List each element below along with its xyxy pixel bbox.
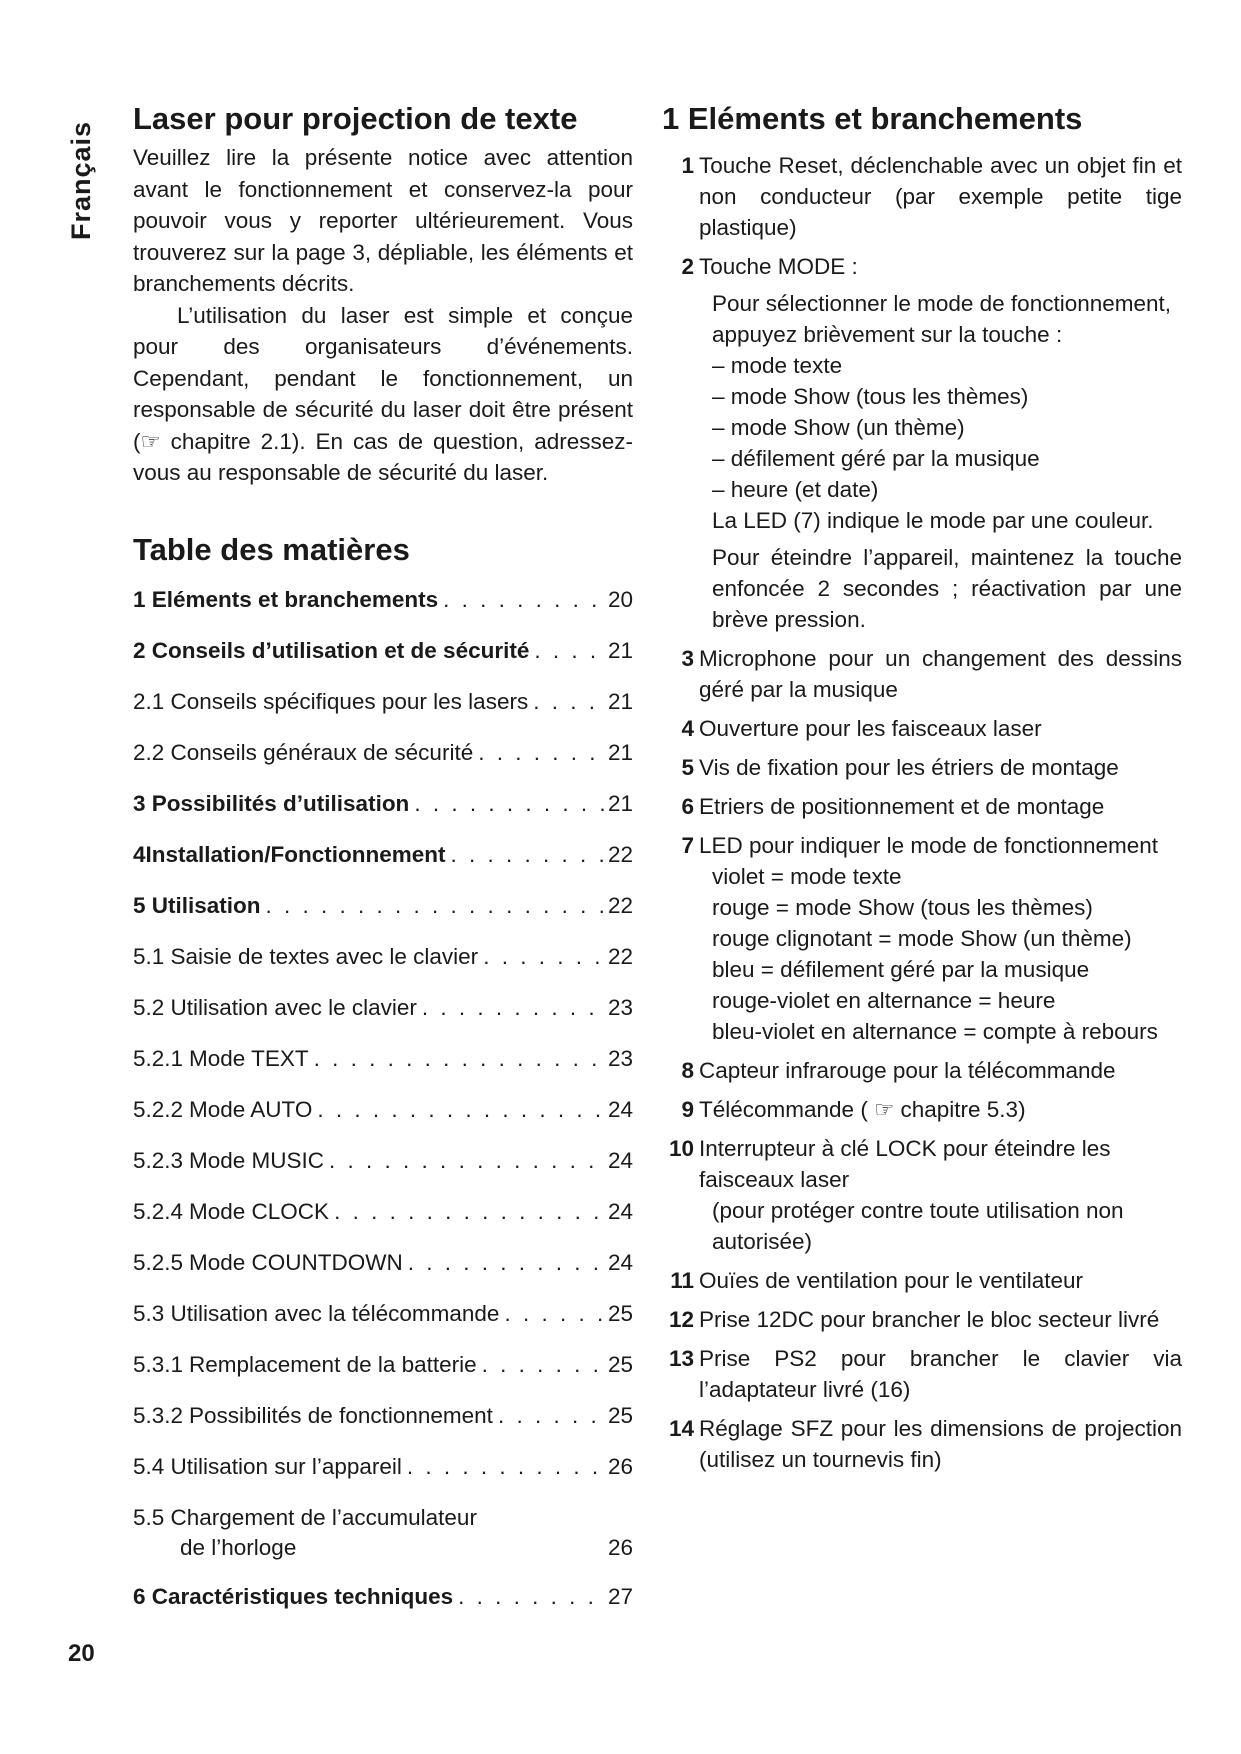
toc-entry-title: 4Installation/Fonctionnement [133,841,446,867]
toc-entry-title: Mode CLOCK [189,1198,330,1224]
mode-entry: – défilement géré par la musique [712,446,1040,471]
toc-entry[interactable] [133,1350,633,1401]
led-color-entry: rouge clignotant = mode Show (un thème) [712,926,1132,951]
toc-entry-number: 5.2.4 [133,1198,184,1224]
element-number: 10 [668,1136,694,1161]
led-color-entry: rouge = mode Show (tous les thèmes) [712,895,1093,920]
element-number: 14 [668,1416,694,1441]
mode-entry: – mode texte [712,353,843,378]
element-text: Vis de fixation pour les étriers de montage [699,755,1119,780]
element-text: Etriers de positionnement et de montage [699,794,1105,819]
toc-entry-page: 25 [607,1300,633,1326]
toc-entry[interactable] [133,840,633,891]
mode-entry: – mode Show (un thème) [712,415,965,440]
led-color-entry: rouge-violet en alternance = heure [712,988,1056,1013]
toc-entry[interactable] [133,1582,633,1633]
element-text: Pour éteindre l’appareil, maintenez la touche enfoncée 2 secondes ; réactivation par une brève pression. [712,545,1182,632]
toc-entry[interactable] [133,1248,633,1299]
toc-entry[interactable] [133,738,633,789]
toc-entry[interactable] [133,1146,633,1197]
element-number: 1 [681,153,694,178]
toc-leader [417,993,608,1023]
toc-leader [493,1401,608,1431]
element-number: 2 [681,254,694,279]
elements-list [662,150,1182,1475]
element-item [662,713,1182,744]
toc-entry[interactable] [133,1299,633,1350]
element-text: Microphone pour un changement des dessins géré par la musique [699,646,1182,702]
element-item [662,251,1182,635]
toc-leader [453,1582,608,1612]
intro-paragraph-2: L’utilisation du laser est simple et conçue pour des organisateurs d’événements. Cependant, pendant le fonctionnement, un responsable de sécurité du laser doit être présent (☞ chapitre 2.1). En cas de question, adressez-vous au responsable de sécurité du laser. [133,302,633,485]
toc-entry-page: 24 [607,1249,633,1275]
element-text: Touche Reset, déclenchable avec un objet fin et non conducteur (par exemple petite tige plastique) [699,153,1182,240]
element-number: 13 [668,1346,694,1371]
toc-entry-page: 20 [607,586,633,612]
toc-entry-title: Possibilités de fonctionnement [189,1402,493,1428]
toc-entry-title: Mode MUSIC [189,1147,325,1173]
toc-entry-number: 5.3.2 [133,1402,184,1428]
toc-leader [312,1095,608,1125]
toc-entry[interactable] [133,1452,633,1503]
toc-entry-page: 23 [607,994,633,1020]
language-tab: Français [66,120,96,240]
element-text: Prise 12DC pour brancher le bloc secteur livré [699,1307,1160,1332]
element-number: 3 [681,646,694,671]
toc-entry[interactable] [133,1095,633,1146]
element-item [662,643,1182,705]
element-number: 6 [681,794,694,819]
toc-entry-page: 26 [607,1534,633,1560]
element-item [662,830,1182,1047]
toc-entry[interactable] [133,1197,633,1248]
toc-entry-page: 26 [607,1453,633,1479]
toc-entry-title: Mode AUTO [189,1096,313,1122]
toc-entry-page: 22 [607,943,633,969]
toc-leader [473,738,608,768]
toc-entry[interactable] [133,942,633,993]
toc-entry[interactable] [133,585,633,636]
intro-title: Laser pour projection de texte [133,101,578,136]
element-text: Ouverture pour les faisceaux laser [699,716,1042,741]
toc-entry-number: 5.2.2 [133,1096,184,1122]
element-item [662,1265,1182,1296]
led-color-entry: bleu-violet en alternance = compte à rebours [712,1019,1158,1044]
toc-entry-title: 5 Utilisation [133,892,261,918]
toc-entry[interactable] [133,636,633,687]
element-text: Prise PS2 pour brancher le clavier via l’adaptateur livré (16) [699,1346,1182,1402]
toc-entry-number: 5.3.1 [133,1351,184,1377]
element-item [662,1343,1182,1405]
led-color-entry: bleu = défilement géré par la musique [712,957,1090,982]
toc-entry-number: 5.2.1 [133,1045,184,1071]
toc-leader [403,1248,608,1278]
element-number: 11 [670,1268,694,1293]
toc-entry-page: 21 [607,637,633,663]
toc-entry-title: 1 Eléments et branchements [133,586,439,612]
toc-entry-title: Mode TEXT [189,1045,309,1071]
toc-leader [438,585,608,615]
element-item [662,1055,1182,1086]
toc-entry-title: 5.2 Utilisation avec le clavier [133,994,417,1020]
toc-entry-number: 5.2.3 [133,1147,184,1173]
element-number: 7 [681,833,694,858]
toc-entry-title: 2.2 Conseils généraux de sécurité [133,739,474,765]
toc-entry-page: 21 [607,688,633,714]
element-text: Réglage SFZ pour les dimensions de projection (utilisez un tournevis fin) [699,1416,1182,1472]
intro-paragraph-1: Veuillez lire la présente notice avec attention avant le fonctionnement et conservez-la pour pouvoir vous y reporter ultérieurement. Vous trouverez sur la page 3, dépliable, les éléments et branchements décrits. [133,145,633,296]
element-number: 12 [668,1307,694,1332]
toc-entry[interactable] [133,891,633,942]
element-number: 5 [681,755,694,780]
toc-entry-title-cont: de l’horloge [180,1534,297,1560]
elements-title: 1 Eléments et branchements [662,101,1083,136]
toc-entry-page: 21 [607,739,633,765]
toc-entry-number: 5.2.5 [133,1249,184,1275]
toc-entry-page: 25 [607,1351,633,1377]
element-item [662,150,1182,243]
toc-entry-page: 24 [607,1147,633,1173]
element-note: (pour protéger contre toute utilisation non autorisée) [712,1198,1124,1254]
toc-entry-page: 22 [607,892,633,918]
toc-leader [446,840,608,870]
left-column [133,96,633,1633]
toc-entry-title: 5.1 Saisie de textes avec le clavier [133,943,479,969]
element-number: 8 [681,1058,694,1083]
element-text: LED pour indiquer le mode de fonctionnement [699,833,1159,858]
element-text: Capteur infrarouge pour la télécommande [699,1058,1116,1083]
toc-entry-title: 5.4 Utilisation sur l’appareil [133,1453,402,1479]
toc-entry-title: 2.1 Conseils spécifiques pour les lasers [133,688,529,714]
toc-leader [261,891,608,921]
toc-leader [477,1350,608,1380]
toc-entry-title: 5.3 Utilisation avec la télécommande [133,1300,500,1326]
toc-entry-page: 25 [607,1402,633,1428]
table-of-contents [133,585,633,1633]
toc-entry-title: 2 Conseils d’utilisation et de sécurité [133,637,530,663]
element-item [662,1413,1182,1475]
toc-entry-page: 24 [607,1198,633,1224]
intro-section [133,96,633,489]
toc-leader [409,789,608,819]
led-color-entry: violet = mode texte [712,864,902,889]
mode-entry: – mode Show (tous les thèmes) [712,384,1029,409]
element-item [662,1094,1182,1125]
element-item [662,752,1182,783]
toc-leader [499,1299,608,1329]
toc-entry-page: 22 [607,841,633,867]
toc-entry-page: 23 [607,1045,633,1071]
right-column [662,96,1182,1483]
element-number: 9 [681,1097,694,1122]
toc-entry[interactable] [133,789,633,840]
element-item [662,791,1182,822]
toc-leader [528,687,608,717]
toc-entry[interactable] [133,1044,633,1095]
element-text: Pour sélectionner le mode de fonctionnement, appuyez brièvement sur la touche : [712,291,1172,347]
element-number: 4 [681,716,694,741]
toc-entry-title: 6 Caractéristiques techniques [133,1583,454,1609]
element-text: La LED (7) indique le mode par une couleur. [712,508,1154,533]
element-item [662,1304,1182,1335]
element-text: Interrupteur à clé LOCK pour éteindre les faisceaux laser [699,1136,1111,1192]
toc-entry[interactable] [133,993,633,1044]
toc-title: Table des matières [133,531,410,567]
toc-entry-page: 24 [607,1096,633,1122]
toc-entry-title: 3 Possibilités d’utilisation [133,790,410,816]
page-number: 20 [68,1640,95,1667]
toc-entry-title: Remplacement de la batterie [189,1351,477,1377]
toc-leader [529,636,608,666]
toc-entry-page: 27 [607,1583,633,1609]
element-text: Télécommande ( ☞ chapitre 5.3) [699,1097,1026,1122]
toc-entry[interactable] [133,687,633,738]
element-item [662,1133,1182,1257]
element-text: Ouïes de ventilation pour le ventilateur [699,1268,1083,1293]
toc-entry-title: 5.5 Chargement de l’accumulateur [133,1504,477,1530]
toc-entry[interactable] [133,1401,633,1452]
toc-leader [402,1452,608,1482]
mode-entry: – heure (et date) [712,477,879,502]
element-text: Touche MODE : [699,254,858,279]
toc-entry-title: Mode COUNTDOWN [189,1249,403,1275]
toc-leader [478,942,608,972]
toc-leader [324,1146,608,1176]
toc-leader [309,1044,608,1074]
toc-entry[interactable] [133,1503,633,1582]
toc-entry-page: 21 [607,790,633,816]
toc-leader [329,1197,608,1227]
